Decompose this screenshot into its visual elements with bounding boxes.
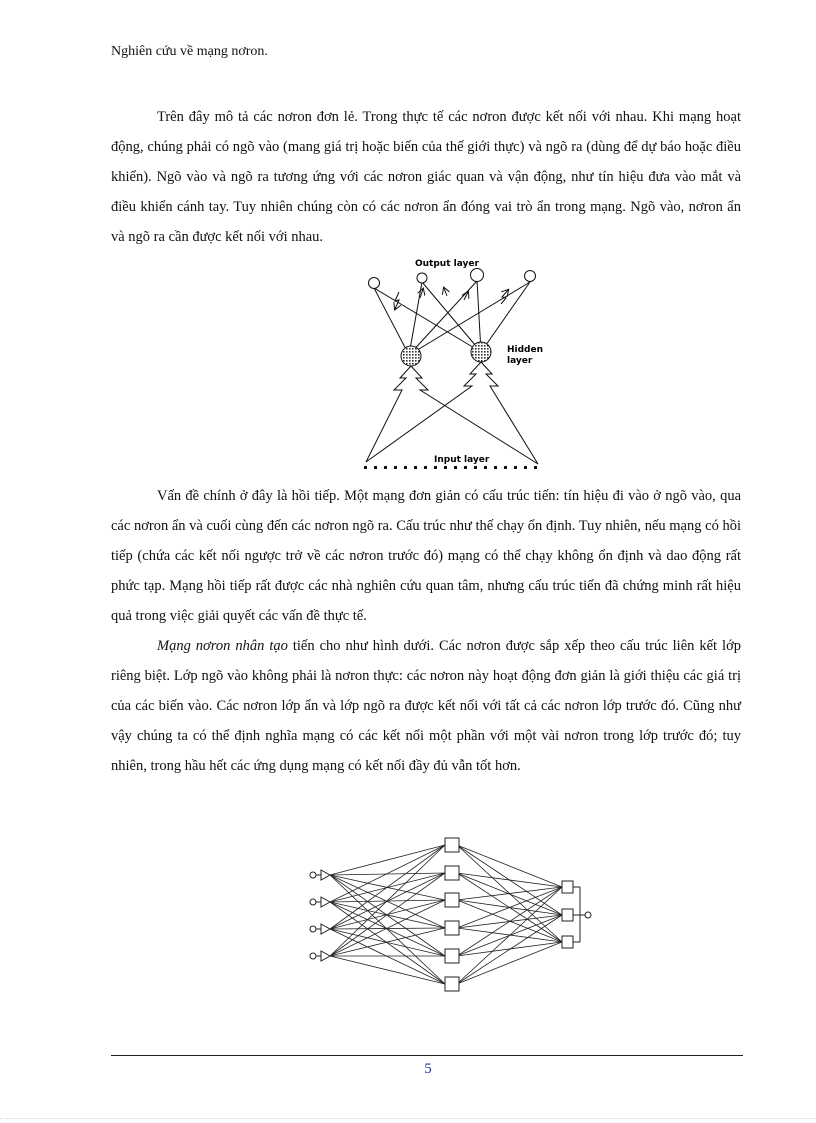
svg-text:Output layer: Output layer — [415, 259, 479, 269]
connection — [330, 956, 445, 984]
output-neuron — [369, 278, 380, 289]
input-node — [444, 466, 447, 469]
input-layer-label — [434, 455, 490, 465]
hidden-unit — [445, 893, 459, 907]
connection — [330, 845, 445, 875]
output-neuron — [417, 273, 427, 283]
hidden-unit — [445, 838, 459, 852]
connection — [457, 873, 562, 887]
input-node — [384, 466, 387, 469]
svg-text:Input layer: Input layer — [434, 455, 490, 465]
input-terminal — [310, 872, 316, 878]
paragraph-1-text: Trên đây mô tả các nơron đơn lẻ. Trong thực tế các nơron được kết nối với nhau. Khi mạng hoạt động, chúng phải có ngõ vào (mang giá trị hoặc biến của thế giới thực) và ngõ ra (dùng để dự báo hoặc điều khiển). Ngõ vào và ngõ ra tương ứng với các nơron giác quan và vận động, như tín hiệu đưa vào mắt và điều khiển cánh tay. Tuy nhiên chúng còn có các nơron ẩn đóng vai trò ẩn trong mạng. Ngõ vào, nơron ẩn và ngõ ra cần được kết nối với nhau. — [111, 109, 741, 245]
paragraph-2-text: Vấn đề chính ở đây là hồi tiếp. Một mạng đơn giản có cấu trúc tiến: tín hiệu đi vào ở ngõ vào, qua các nơron ẩn và cuối cùng đến các nơron ngõ ra. Cấu trúc như thế chạy ổn định. Tuy nhiên, nếu mạng có hồi tiếp (chứa các kết nối ngược trở về các nơron trước đó) mạng có thể chạy không ổn định và dao động rất phức tạp. Mạng hồi tiếp rất được các nhà nghiên cứu quan tâm, nhưng cấu trúc tiến đã chứng minh rất hiệu quả trong việc giải quyết các vấn đề thực tế. — [111, 488, 741, 624]
running-header: Nghiên cứu về mạng nơron. — [111, 44, 268, 59]
connection — [457, 845, 562, 887]
input-unit — [321, 897, 330, 907]
input-node — [504, 466, 507, 469]
output-unit — [562, 881, 573, 893]
input-node — [494, 466, 497, 469]
output-unit — [562, 936, 573, 948]
connection — [457, 942, 562, 984]
output-unit — [562, 909, 573, 921]
input-unit — [321, 951, 330, 961]
input-node — [364, 466, 367, 469]
input-node — [374, 466, 377, 469]
output-neuron — [471, 269, 484, 282]
connection — [330, 902, 445, 928]
input-node — [414, 466, 417, 469]
input-node — [484, 466, 487, 469]
input-node — [474, 466, 477, 469]
input-node — [434, 466, 437, 469]
footer-rule — [111, 1055, 743, 1056]
input-to-hidden-connections — [366, 362, 538, 464]
input-terminal — [310, 899, 316, 905]
hidden-unit — [445, 977, 459, 991]
input-node — [464, 466, 467, 469]
hidden-unit — [445, 921, 459, 935]
connection — [330, 875, 445, 984]
output-neuron — [525, 271, 536, 282]
paragraph-3-text: tiến cho như hình dưới. Các nơron được sắp xếp theo cấu trúc liên kết lớp riêng biệt. Lớp ngõ vào không phải là nơron thực: các nơron này hoạt động đơn giản là giới thiệu các giá trị của các biến vào. Các nơron lớp ẩn và lớp ngõ ra được kết nối với tất cả các nơron lớp trước đó. Cũng như vậy chúng ta có thể định nghĩa mạng có các kết nối một phần với một vài nơron trong lớp trước đó; tuy nhiên, trong hầu hết các ứng dụng mạng có kết nối đầy đủ vẫn tốt hơn. — [111, 638, 741, 774]
output-terminal — [585, 912, 591, 918]
paragraph-3 — [111, 631, 741, 781]
connection — [330, 929, 445, 984]
paragraph-1 — [111, 102, 741, 252]
input-layer-dots — [364, 466, 537, 469]
hidden-layer-label — [507, 345, 543, 366]
feedforward-network-figure — [304, 832, 604, 998]
hidden-neuron — [471, 342, 491, 362]
paragraph-3-term: Mạng nơron nhân tạo — [157, 638, 288, 654]
input-node — [514, 466, 517, 469]
input-node — [404, 466, 407, 469]
output-neurons — [369, 269, 536, 289]
output-layer-label — [415, 259, 479, 269]
svg-text:layer: layer — [507, 356, 533, 366]
page-bottom-border — [0, 1118, 816, 1119]
connection — [457, 942, 562, 956]
input-terminal — [310, 926, 316, 932]
hidden-unit — [445, 949, 459, 963]
hidden-unit — [445, 866, 459, 880]
paragraph-2 — [111, 481, 741, 631]
page-number: 5 — [424, 1061, 432, 1077]
input-node — [534, 466, 537, 469]
hidden-neurons — [401, 342, 491, 366]
input-node — [454, 466, 457, 469]
network-nodes — [310, 838, 591, 991]
input-node — [524, 466, 527, 469]
input-terminal — [310, 953, 316, 959]
input-node — [424, 466, 427, 469]
svg-text:Hidden: Hidden — [507, 345, 544, 355]
input-unit — [321, 924, 330, 934]
neural-network-layers-figure — [352, 252, 552, 474]
input-node — [394, 466, 397, 469]
hidden-neuron — [401, 346, 421, 366]
input-unit — [321, 870, 330, 880]
connection — [457, 873, 562, 915]
